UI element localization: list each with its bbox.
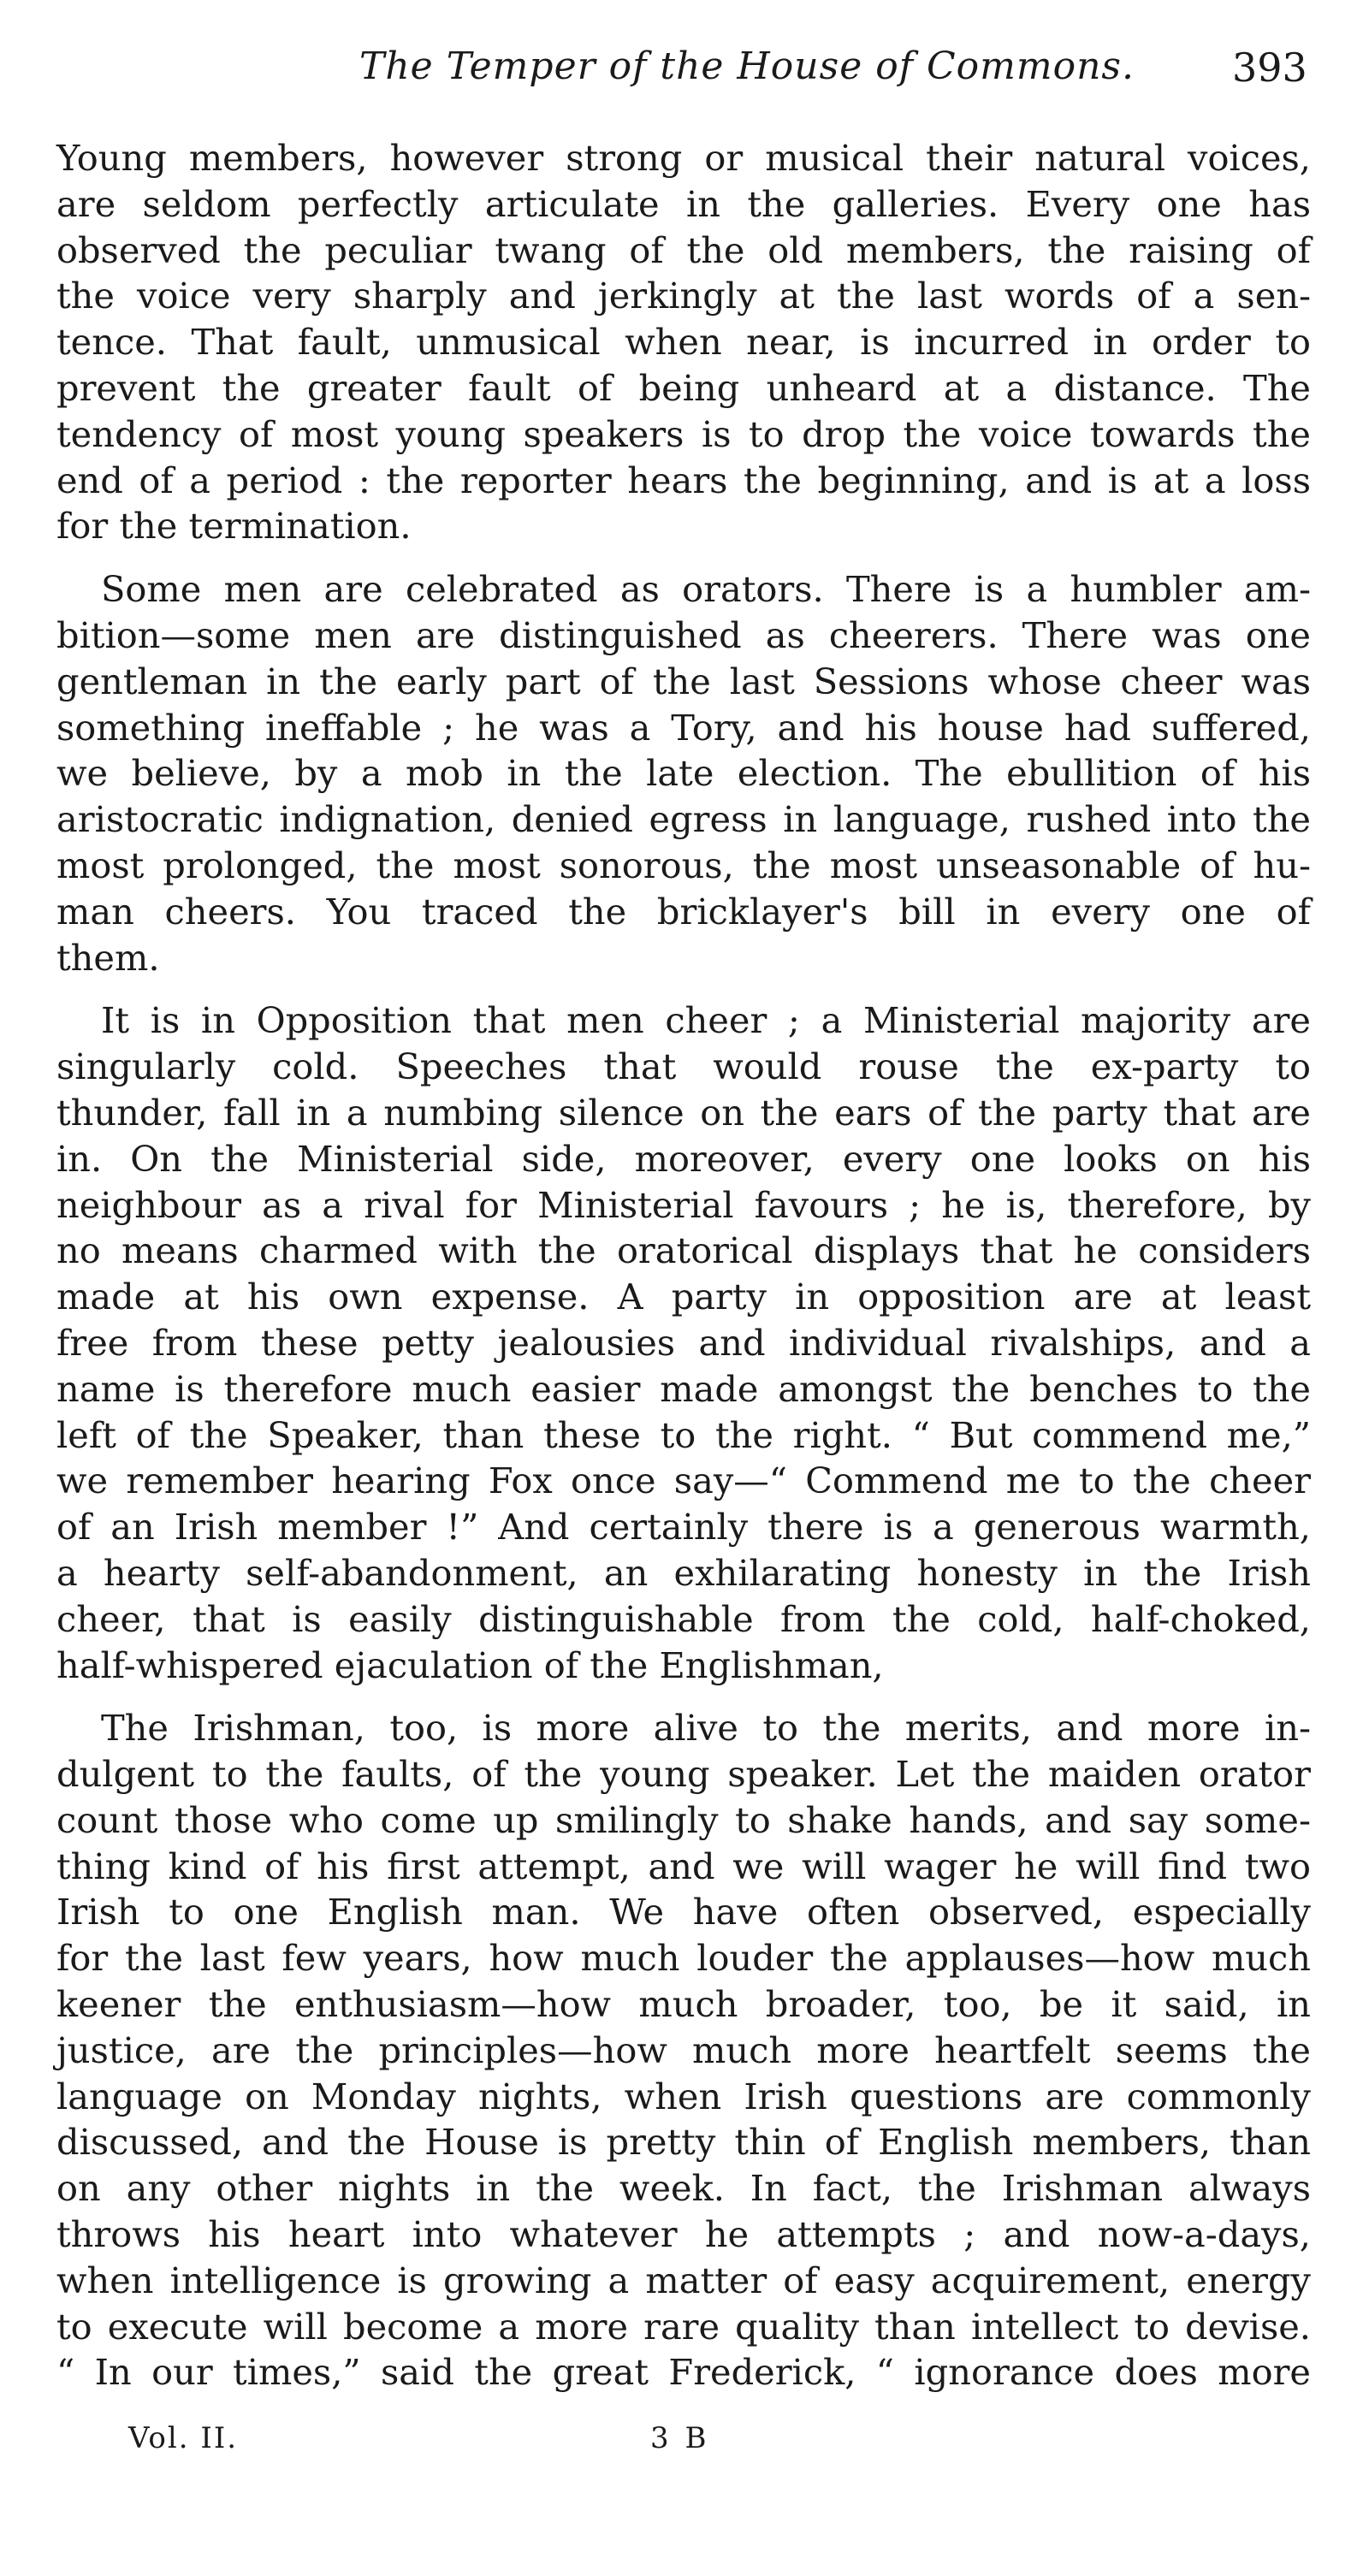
text-line: cheer, that is easily distinguishable from the cold, half-choked,	[56, 1597, 1311, 1640]
text-line: are seldom perfectly articulate in the galleries. Every one has	[56, 182, 1311, 225]
page-number: 393	[1232, 44, 1307, 91]
text-line: Some men are celebrated as orators. There is a humbler am-	[101, 568, 1311, 611]
text-line: keener the enthusiasm—how much broader, too, be it said, in	[56, 1983, 1311, 2026]
text-line: for the last few years, how much louder the applauses—how much	[56, 1937, 1311, 1980]
text-line: half-whispered ejaculation of the Englishman,	[56, 1643, 884, 1686]
text-line: on any other nights in the week. In fact, the Irishman always	[56, 2167, 1311, 2210]
text-line: made at his own expense. A party in opposition are at least	[56, 1276, 1311, 1318]
paragraph	[56, 135, 1311, 549]
text-line: thunder, fall in a numbing silence on the ears of the party that are	[56, 1091, 1311, 1134]
text-line: no means charmed with the oratorical displays that he considers	[56, 1229, 1311, 1272]
text-line: when intelligence is growing a matter of easy acquirement, energy	[56, 2259, 1311, 2301]
text-line: in. On the Ministerial side, moreover, every one looks on his	[56, 1137, 1311, 1180]
text-line: count those who come up smilingly to shake hands, and say some-	[56, 1798, 1311, 1841]
text-line: something ineffable ; he was a Tory, and his house had suffered,	[56, 706, 1311, 749]
text-line: to execute will become a more rare quality than intellect to devise.	[56, 2305, 1311, 2348]
text-line: man cheers. You traced the bricklayer's bill in every one of	[56, 890, 1311, 933]
running-head	[0, 44, 1363, 96]
text-line: “ In our times,” said the great Frederick, “ ignorance does more	[56, 2351, 1311, 2394]
text-line: for the termination.	[56, 505, 412, 548]
signature-mark: 3 B	[650, 2421, 710, 2455]
text-line: gentleman in the early part of the last Sessions whose cheer was	[56, 660, 1311, 702]
text-line: of an Irish member !” And certainly there is a generous warmth,	[56, 1506, 1311, 1549]
paragraph	[56, 998, 1311, 1688]
page-footer	[0, 2421, 1363, 2472]
text-line: throws his heart into whatever he attempts ; and now-a-days,	[56, 2213, 1311, 2256]
text-line: neighbour as a rival for Ministerial favours ; he is, therefore, by	[56, 1183, 1311, 1226]
text-line: discussed, and the House is pretty thin of English members, than	[56, 2121, 1311, 2164]
running-title: The Temper of the House of Commons.	[359, 44, 1135, 88]
paragraph	[56, 1705, 1311, 2395]
text-line: observed the peculiar twang of the old members, the raising of	[56, 228, 1311, 271]
text-line: most prolonged, the most sonorous, the most unseasonable of hu-	[56, 844, 1311, 886]
text-line: It is in Opposition that men cheer ; a Ministerial majority are	[101, 999, 1311, 1042]
text-line: Young members, however strong or musical their natural voices,	[56, 137, 1311, 179]
text-line: prevent the greater fault of being unheard at a distance. The	[56, 366, 1311, 409]
text-line: left of the Speaker, than these to the right. “ But commend me,”	[56, 1413, 1311, 1456]
text-line: we remember hearing Fox once say—“ Commend me to the cheer	[56, 1460, 1311, 1502]
volume-label: Vol. II.	[128, 2421, 239, 2455]
text-line: Irish to one English man. We have often observed, especially	[56, 1891, 1311, 1933]
text-line: them.	[56, 936, 160, 979]
text-line: name is therefore much easier made amongst the benches to the	[56, 1367, 1311, 1410]
text-line: tence. That fault, unmusical when near, is incurred in order to	[56, 321, 1311, 364]
text-line: dulgent to the faults, of the young speaker. Let the maiden orator	[56, 1753, 1311, 1796]
text-line: free from these petty jealousies and individual rivalships, and a	[56, 1321, 1311, 1364]
text-line: a hearty self-abandonment, an exhilarating honesty in the Irish	[56, 1551, 1311, 1594]
text-line: we believe, by a mob in the late election. The ebullition of his	[56, 752, 1311, 795]
text-line: justice, are the principles—how much more heartfelt seems the	[56, 2028, 1311, 2071]
text-line: singularly cold. Speeches that would rouse the ex-party to	[56, 1045, 1311, 1088]
text-line: tendency of most young speakers is to drop the voice towards the	[56, 412, 1311, 455]
text-line: aristocratic indignation, denied egress in language, rushed into the	[56, 798, 1311, 841]
text-line: bition—some men are distinguished as cheerers. There was one	[56, 613, 1311, 656]
body-text	[56, 135, 1311, 2413]
text-line: the voice very sharply and jerkingly at the last words of a sen-	[56, 275, 1311, 317]
text-line: end of a period : the reporter hears the beginning, and is at a loss	[56, 459, 1311, 501]
paragraph	[56, 566, 1311, 980]
text-line: The Irishman, too, is more alive to the merits, and more in-	[101, 1707, 1311, 1750]
text-line: thing kind of his first attempt, and we will wager he will find two	[56, 1845, 1311, 1887]
text-line: language on Monday nights, when Irish questions are commonly	[56, 2075, 1311, 2117]
